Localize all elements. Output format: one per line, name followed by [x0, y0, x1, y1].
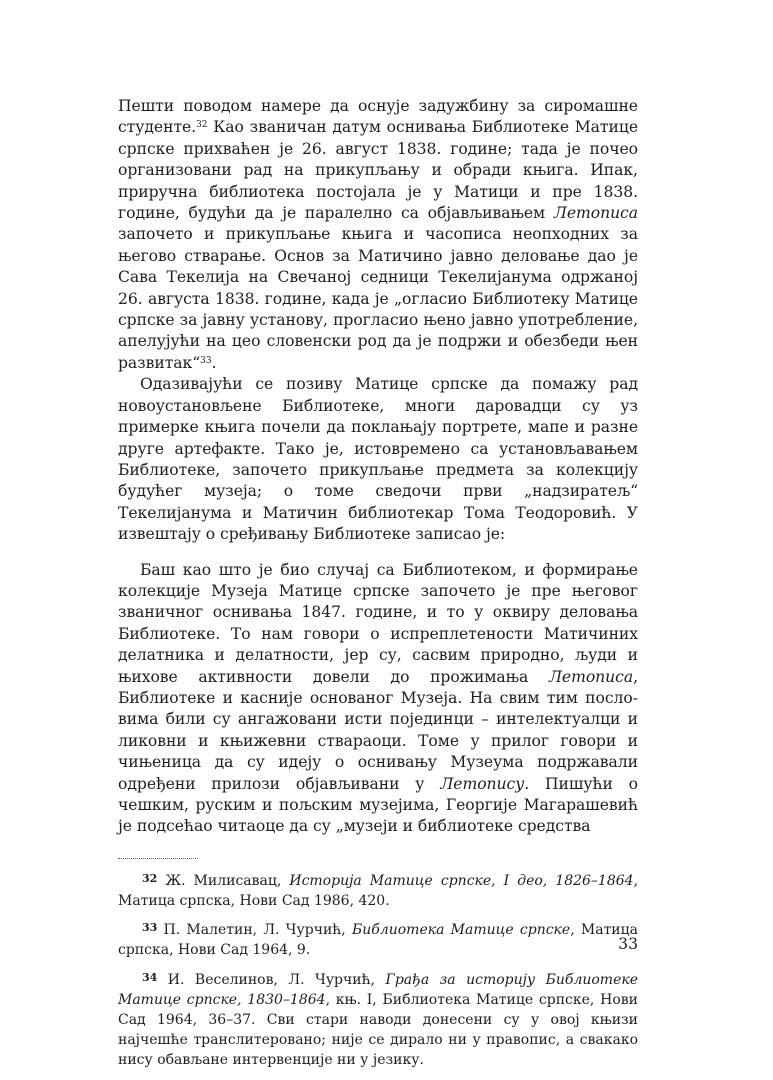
footnote-number: 34 — [142, 970, 158, 984]
text-run: П. Малетин, Л. Чурчић, — [157, 922, 352, 939]
text-run: , Библиотеке и касније основаног Музеја. На свим тим пословима били су ангажовани исти појединци – интелектуалци и ликовни и књижевни ствараоци. Томе у прилог говори и чињеница да су идеју о оснивању Музеума подржавали одређени прилози објављивани у — [118, 667, 638, 793]
footnote-34 — [118, 970, 638, 1071]
text-run: Пешти поводом намере да оснује задужбину за сиромашне студенте. — [118, 97, 638, 137]
text-run: , књ. I, Библиотека Матице српске, Нови Сад 1964, 36–37. Сви стари наводи донесени су у овој књизи најчешће транслитеровано; није се дирало ни у правопис, а свакако нису обављане интервенције ни у језику. — [118, 991, 638, 1069]
text-run: започето и прикупљање књига и часописа неопходних за његово стварање. Основ за Матичино јавно деловање дао је Сава Текелија на Свечаној седници Текелијанума одржаној 26. августа 1838. године, када је „огласио Библиотеку Матице српске за јавну установу, прогласио њено јавно употребление, апелујући на цео словенски род да је подржи и обезбеди њен развитак“ — [118, 225, 638, 372]
text-run: И. Веселинов, Л. Чурчић, — [157, 971, 386, 988]
italic-title: Библиотека Матице српске — [351, 922, 571, 939]
page-number: 33 — [618, 935, 638, 953]
italic-title: Грађа за историју Библиотеке Матице српске, 1830–1864 — [118, 971, 639, 1008]
text-run: . Пишући о чешким, руским и пољским музејима, Георгије Магарашевић је подсећао читаоце да су „музеји и библиотеке средства — [118, 774, 638, 836]
text-run: Ж. Милисавац, — [157, 872, 290, 889]
italic-title: Летописа — [548, 667, 634, 686]
page-content — [118, 96, 638, 1080]
body-paragraph-1 — [118, 96, 638, 374]
footnote-divider — [118, 858, 198, 859]
footnote-32 — [118, 871, 638, 911]
text-run: , Матица српска, Нови Сад 1964, 9. — [118, 922, 638, 959]
body-paragraph-2 — [118, 374, 638, 545]
footnote-ref-33[interactable]: 33 — [200, 355, 212, 366]
text-run: Као званичан датум оснивања Библиотеке Матице српске прихваћен је 26. август 1838. године; тада је почео организовани рад на прикупљању и обради књига. Ипак, приручна библиотека постојала је у Матици и пре 1838. године, будући да је паралелно са објављивањем — [118, 118, 638, 223]
text-run: Одазивајући се позиву Матице српске да помажу рад новоустановљене Библиотеке, многи даровадци су уз примерке књига почели да поклањају портрете, мапе и разне друге артефакте. Тако је, истовремено са установљавањем Библиотеке, започето прикупљање предмета за колекцију будућег музеја; о томе сведочи први „надзиратељ“ Текелијанума и Матичин библиотекар Тома Теодоровић. У извештају о сређивању Библиотеке записао је: — [118, 375, 638, 544]
italic-title: Историја Матице српске, I део, 1826–1864 — [289, 872, 634, 889]
footnote-33 — [118, 920, 638, 960]
body-paragraph-3 — [118, 560, 638, 838]
footnote-number: 32 — [142, 871, 158, 885]
italic-title: Летопису — [440, 774, 525, 793]
text-run: Баш као што је био случај са Библиотеком, и формирање колекције Музеја Матице српске започето је пре његовог званичног оснивања 1847. године, и то у оквиру деловања Библиотеке. То нам говори о испреплетености Матичиних делатника и делатности, јер су, сасвим природно, људи и њихове активности довели до прожимања — [118, 560, 638, 686]
footnote-ref-32[interactable]: 32 — [196, 120, 208, 131]
footnote-number: 33 — [142, 921, 158, 935]
text-run: . — [211, 353, 217, 372]
text-run: , Матица српска, Нови Сад 1986, 420. — [118, 872, 639, 910]
italic-title: Летописа — [553, 204, 638, 223]
